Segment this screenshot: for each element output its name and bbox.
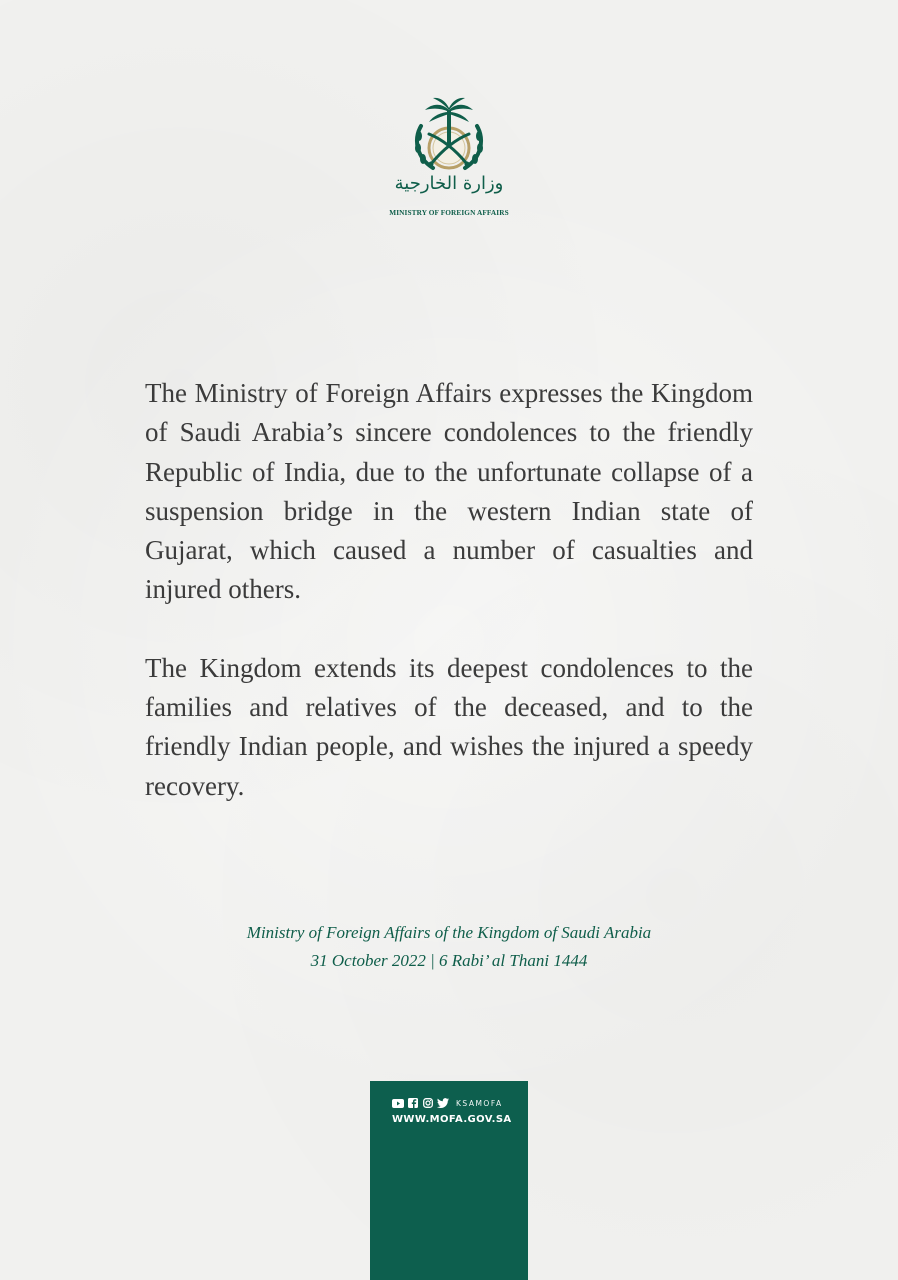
ministry-english-name: MINISTRY OF FOREIGN AFFAIRS (389, 208, 509, 217)
signature-block (140, 919, 758, 975)
youtube-icon[interactable] (392, 1097, 404, 1109)
twitter-icon[interactable] (437, 1097, 449, 1109)
saudi-emblem-icon (407, 96, 491, 174)
statement-paragraph-1: The Ministry of Foreign Affairs expresses the Kingdom of Saudi Arabia’s sincere condolences to the friendly Republic of India, due to the unfortunate collapse of a suspension bridge in the western Indian state of Gujarat, which caused a number of casualties and injured others. (145, 378, 753, 605)
statement-body (145, 374, 753, 806)
website-link[interactable]: WWW.MOFA.GOV.SA (392, 1114, 512, 1125)
instagram-icon[interactable] (422, 1097, 434, 1109)
footer-contact-block (370, 1081, 528, 1280)
signature-date: 31 October 2022 | 6 Rabi’ al Thani 1444 (310, 951, 588, 970)
social-links (392, 1097, 503, 1109)
ministry-arabic-name: وزارة الخارجية (394, 173, 504, 194)
ministry-logo (384, 96, 514, 226)
social-handle[interactable]: KSAMOFA (456, 1098, 503, 1108)
signature-ministry: Ministry of Foreign Affairs of the Kingdom of Saudi Arabia (246, 923, 652, 942)
facebook-icon[interactable] (407, 1097, 419, 1109)
statement-paragraph-2: The Kingdom extends its deepest condolences to the families and relatives of the deceased, and to the friendly Indian people, and wishes the injured a speedy recovery. (145, 652, 753, 801)
